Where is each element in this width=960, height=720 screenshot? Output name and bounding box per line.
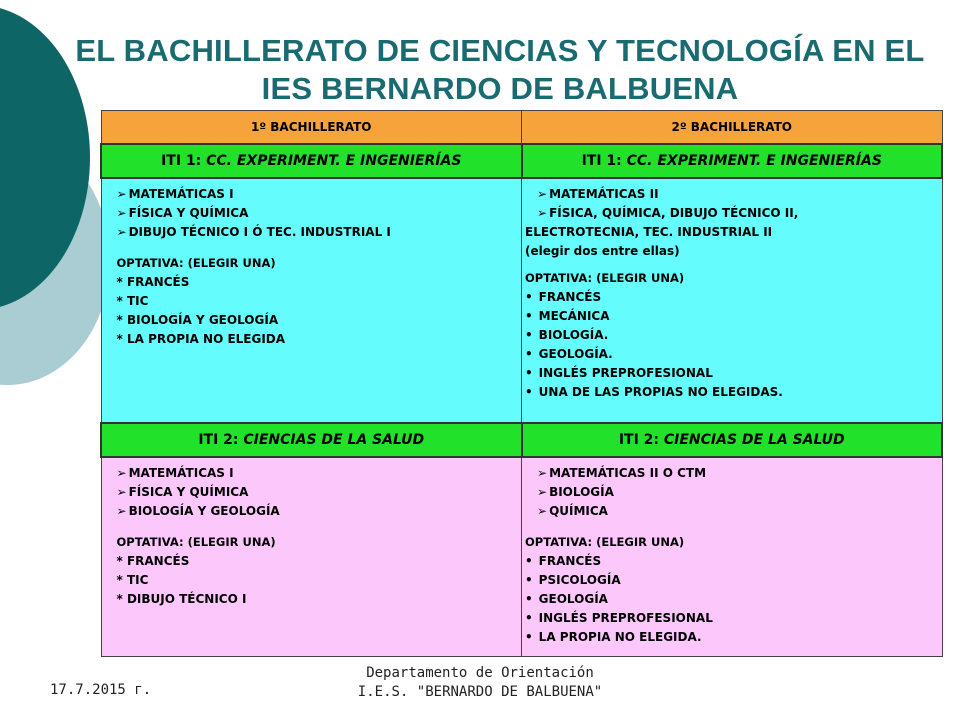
optativa-label: OPTATIVA: (ELEGIR UNA) — [116, 255, 276, 270]
option-item: * TIC — [116, 293, 149, 308]
subject-note: (elegir dos entre ellas) — [525, 243, 680, 258]
iti1-second-year-cell — [522, 178, 943, 423]
iti2-name: CIENCIAS DE LA SALUD — [243, 431, 425, 448]
bachillerato-table — [100, 110, 943, 657]
slide-title — [50, 32, 950, 108]
iti1-label: ITI 1: — [161, 152, 207, 169]
iti1-label: ITI 1: — [581, 152, 627, 169]
header-2-bachillerato: 2º BACHILLERATO — [522, 111, 943, 144]
option-item: • INGLÉS PREPROFESIONAL — [525, 609, 934, 628]
iti2-cell-2 — [522, 423, 943, 457]
iti1-name: CC. EXPERIMENT. E INGENIERÍAS — [206, 152, 462, 169]
subject-item: ➢ FÍSICA Y QUÍMICA — [117, 204, 514, 223]
subject-item: ➢ FÍSICA, QUÍMICA, DIBUJO TÉCNICO II, — [537, 204, 934, 223]
iti1-first-year-cell — [101, 178, 522, 423]
iti1-row — [101, 144, 942, 178]
subject-item: ➢ MATEMÁTICAS I — [117, 464, 514, 483]
option-item: • BIOLOGÍA. — [525, 326, 934, 345]
subject-item: ➢ MATEMÁTICAS II — [537, 185, 934, 204]
option-item: • UNA DE LAS PROPIAS NO ELEGIDAS. — [525, 383, 934, 402]
subject-item: ➢ BIOLOGÍA Y GEOLOGÍA — [117, 502, 514, 521]
iti1-name: CC. EXPERIMENT. E INGENIERÍAS — [626, 152, 882, 169]
iti1-cell-2 — [522, 144, 943, 178]
option-item: • FRANCÉS — [525, 288, 934, 307]
title-line-1: EL BACHILLERATO DE CIENCIAS Y TECNOLOGÍA EN EL — [75, 33, 925, 68]
footer-date: 17.7.2015 г. — [50, 682, 152, 698]
subject-item: ➢ FÍSICA Y QUÍMICA — [117, 483, 514, 502]
optativa-label: OPTATIVA: (ELEGIR UNA) — [525, 534, 685, 549]
optativa-label: OPTATIVA: (ELEGIR UNA) — [116, 534, 276, 549]
option-item: * LA PROPIA NO ELEGIDA — [116, 331, 286, 346]
subject-item: ➢ MATEMÁTICAS II O CTM — [537, 464, 934, 483]
subject-item: ➢ QUÍMICA — [537, 502, 934, 521]
subject-item-cont: ELECTROTECNIA, TEC. INDUSTRIAL II — [525, 224, 773, 239]
option-item: • GEOLOGÍA. — [525, 345, 934, 364]
option-item: * TIC — [116, 572, 149, 587]
option-item: * BIOLOGÍA Y GEOLOGÍA — [116, 312, 279, 327]
header-1-bachillerato: 1º BACHILLERATO — [101, 111, 522, 144]
iti2-first-year-cell — [101, 457, 522, 657]
option-item: * FRANCÉS — [116, 553, 190, 568]
iti1-cell-1 — [101, 144, 522, 178]
option-item: • GEOLOGÍA — [525, 590, 934, 609]
iti2-name: CIENCIAS DE LA SALUD — [663, 431, 845, 448]
option-item: * DIBUJO TÉCNICO I — [116, 591, 247, 606]
header-row — [101, 111, 942, 144]
subject-item: ➢ BIOLOGÍA — [537, 483, 934, 502]
subject-item: ➢ MATEMÁTICAS I — [117, 185, 514, 204]
option-item: • FRANCÉS — [525, 552, 934, 571]
iti2-label: ITI 2: — [618, 431, 664, 448]
title-line-2: IES BERNARDO DE BALBUENA — [261, 71, 739, 106]
subject-item: ➢ DIBUJO TÉCNICO I Ó TEC. INDUSTRIAL I — [117, 223, 514, 242]
option-item: • INGLÉS PREPROFESIONAL — [525, 364, 934, 383]
option-item: • LA PROPIA NO ELEGIDA. — [525, 628, 934, 647]
iti2-cell-1 — [101, 423, 522, 457]
iti2-second-year-cell — [522, 457, 943, 657]
iti2-content-row — [101, 457, 942, 657]
option-item: • MECÁNICA — [525, 307, 934, 326]
optativa-label: OPTATIVA: (ELEGIR UNA) — [525, 270, 685, 285]
footer-department — [300, 664, 660, 702]
iti2-row — [101, 423, 942, 457]
iti1-content-row — [101, 178, 942, 423]
iti2-label: ITI 2: — [198, 431, 244, 448]
footer-dept-line-1: Departamento de Orientación — [366, 665, 594, 681]
option-item: • PSICOLOGÍA — [525, 571, 934, 590]
footer-dept-line-2: I.E.S. "BERNARDO DE BALBUENA" — [357, 684, 603, 700]
option-item: * FRANCÉS — [116, 274, 190, 289]
